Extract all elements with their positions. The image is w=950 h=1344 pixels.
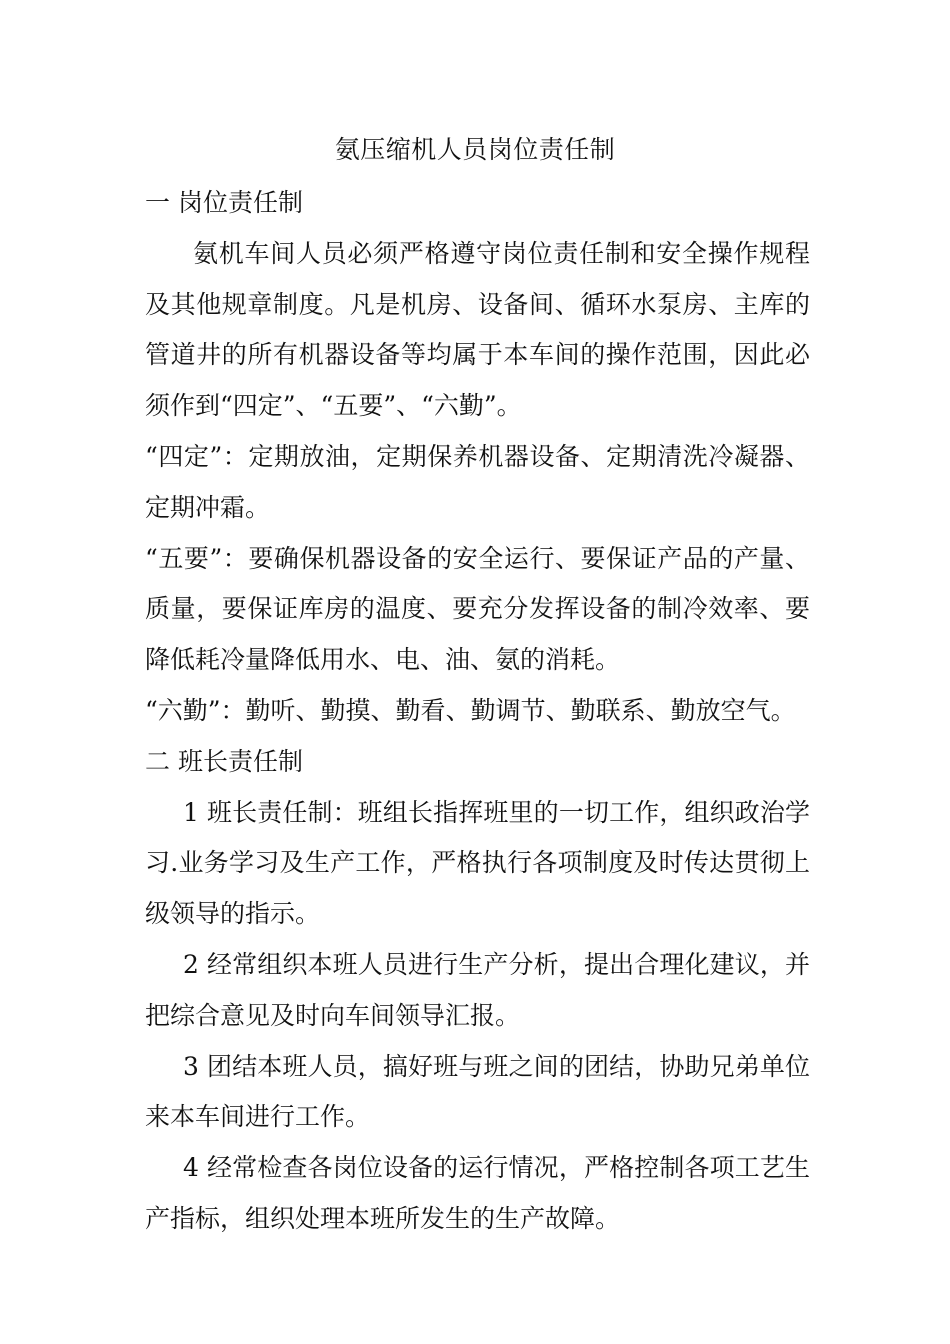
team-leader-item-4: 4 经常检查各岗位设备的运行情况，严格控制各项工艺生产指标，组织处理本班所发生的生产故障。 — [145, 1153, 810, 1233]
team-leader-item-1: 1 班长责任制：班组长指挥班里的一切工作，组织政治学习.业务学习及生产工作，严格执行各项制度及时传达贯彻上级领导的指示。 — [145, 797, 810, 929]
wuyao-paragraph: “五要”：要确保机器设备的安全运行、要保证产品的产量、质量，要保证库房的温度、要充分发挥设备的制冷效率、要降低耗冷量降低用水、电、油、氨的消耗。 — [145, 543, 810, 675]
siding-paragraph: “四定”：定期放油，定期保养机器设备、定期清洗冷凝器、定期冲霜。 — [145, 441, 810, 522]
section-heading-team-leader: 二 班长责任制 — [145, 746, 303, 776]
section1-intro-paragraph: 氨机车间人员必须严格遵守岗位责任制和安全操作规程及其他规章制度。凡是机房、设备间、循环水泵房、主库的管道井的所有机器设备等均属于本车间的操作范围，因此必须作到“四定”、“五要”、“六勤”。 — [145, 238, 810, 421]
document-title: 氨压缩机人员岗位责任制 — [334, 135, 616, 164]
section-heading-responsibility: 一 岗位责任制 — [145, 188, 303, 217]
document-body — [145, 178, 810, 1245]
liuqin-paragraph: “六勤”：勤听、勤摸、勤看、勤调节、勤联系、勤放空气。 — [145, 695, 796, 725]
team-leader-item-3: 3 团结本班人员，搞好班与班之间的团结，协助兄弟单位来本车间进行工作。 — [145, 1051, 810, 1132]
team-leader-item-2: 2 经常组织本班人员进行生产分析，提出合理化建议，并把综合意见及时向车间领导汇报。 — [145, 949, 810, 1030]
